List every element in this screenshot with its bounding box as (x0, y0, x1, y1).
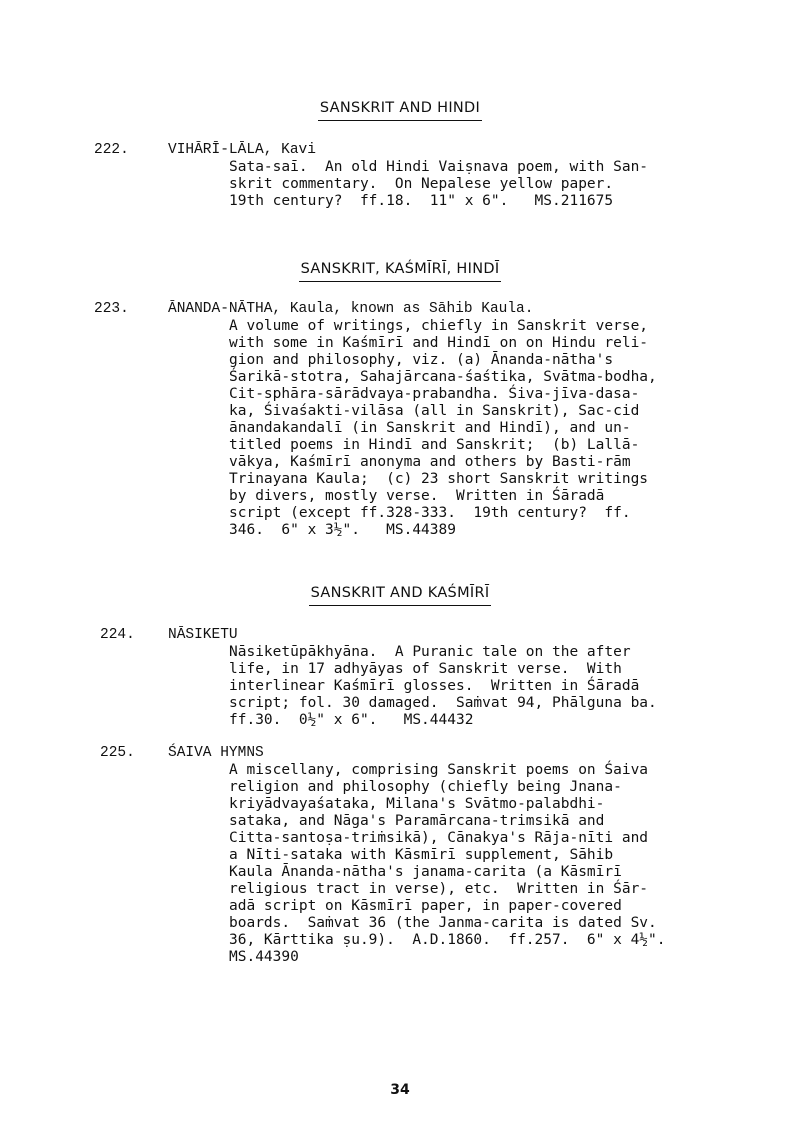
entry-description: A volume of writings, chiefly in Sanskrit verse, with some in Kaśmīrī and Hindī on on Hindu reli- gion and philosophy, viz. (a) Ānanda-nātha's Śarikā-stotra, Sahajārcana-śaśtika, Svātma-bodha, Cit-sphāra-sārādvaya-prabandha. Śiva-jīva-dasa- ka, Śivaśakti-vilāsa (all in Sanskrit), Sac-cid ānandakandalī (in Sanskrit and Hindī), and un- titled poems in Hindī and Sanskrit; (b) Lallā- vākya, Kaśmīrī anonyma and others by Basti-rām Trinayana Kaula; (c) 23 short Sanskrit writings by divers, mostly verse. Written in Śāradā script (except ff.328-333. 19th century? ff. 346. 6" x 3½". MS.44389 (229, 318, 657, 538)
entry-number: 223. (94, 301, 129, 317)
entry-author: VIHĀRĪ-LĀLA, Kavi (168, 142, 316, 158)
entry-author: ĀNANDA-NĀTHA, Kaula, known as Sāhib Kaula. (168, 301, 534, 317)
entry-description: Nāsiketūpākhyāna. A Puranic tale on the after life, in 17 adhyāyas of Sanskrit verse. With interlinear Kaśmīrī glosses. Written in Śāradā script; fol. 30 damaged. Saṁvat 94, Phālguna ba. ff.30. 0½" x 6". MS.44432 (229, 644, 657, 728)
entry-description: Sata-saī. An old Hindi Vaiṣnava poem, with San- skrit commentary. On Nepalese yellow paper. 19th century? ff.18. 11" x 6". MS.211675 (229, 159, 649, 209)
entry-number: 222. (94, 142, 129, 158)
entry-author: ŚAIVA HYMNS (168, 745, 264, 761)
entry-author: NĀSIKETU (168, 627, 238, 643)
section-heading: SANSKRIT, KAŚMĪRĪ, HINDĪ (0, 261, 800, 282)
entry-number: 224. (100, 627, 135, 643)
section-heading: SANSKRIT AND HINDI (0, 100, 800, 121)
entry-description: A miscellany, comprising Sanskrit poems on Śaiva religion and philosophy (chiefly being Jnana- kriyādvayaśataka, Milana's Svātmo-palabdhi- sataka, and Nāga's Paramārcana-trimsikā and Citta-santoṣa-triṁsikā), Cānakya's Rāja-nīti and a Nīti-sataka with Kāsmīrī supplement, Sāhib Kaula Ānanda-nātha's janama-carita (a Kāsmīrī religious tract in verse), etc. Written in Śār- adā script on Kāsmīrī paper, in paper-covered boards. Saṁvat 36 (the Janma-carita is dated Sv. 36, Kārttika ṣu.9). A.D.1860. ff.257. 6" x 4½". MS.44390 (229, 762, 666, 965)
page-number: 34 (390, 1082, 410, 1098)
section-heading: SANSKRIT AND KAŚMĪRĪ (0, 585, 800, 606)
entry-number: 225. (100, 745, 135, 761)
